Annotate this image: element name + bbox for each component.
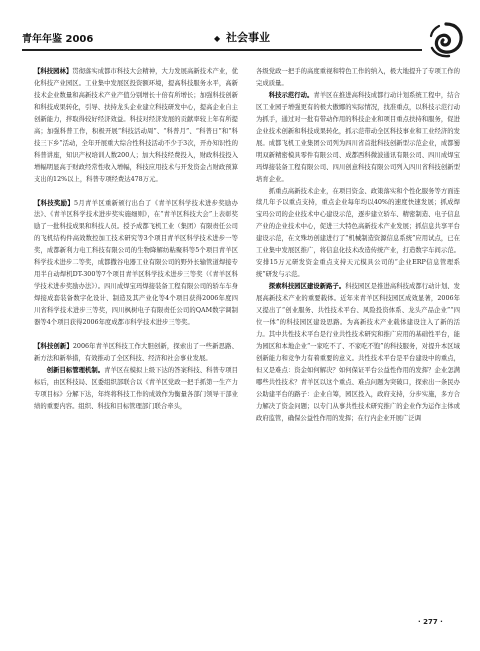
section-title-text: 社会事业 (226, 31, 270, 44)
paragraph-tech-awards (34, 198, 238, 329)
paragraph-text: 青羊区在推进高科技成都行动计划系统工程中，结合区工业园子增强更有的极大傲娜的实际情况，找准重点，以科技示范行动为抓手，通过对一批有带动作用的科技企业和项目重点扶持和服务，促进企业技术创新和科技成果转化，抓示范带动全区科技事业和工业经济的发展。成都飞机工业集团公司列为四川省首批科技创新型示范企业，成都蜀明双新精密模具零件有限公司、成都西科微波通讯有限公司、四川成焊宝玛焊接装备工程有限公司、四川创意科技有限公司列入四川省科技创新型培育企业。 (256, 91, 460, 183)
paragraph-text: 贯彻落实成都市科技大会精神，大力发展高新技术产业，优化科技产业园区。工业集中发展区投资额环境，提高科技服务水平，高新技术企业数量和高新技术产业产值分别增长十倍有所增长；加强科技创新和科技成果转化，引导、扶持龙头企业建立科技研发中心，提高企业自主创新能力，拌取得较好经济效益。科技对经济发展的贡献率较上年有所提高；加强科普工作，积极开展“科技活动周”、“科普月”、“科普日”和“科技三下乡”活动，全年开展重大综合性科技活动不少于3次，开办知识性的科普讲座，知识产权培训人数200人；加大科技经费投入，财政科技投入增幅明显高于财政经常性收入增幅，科技应用技术与开发资金占财政预算支出的12%以上，科普专项经费达478万元。 (34, 68, 238, 183)
paragraph-demonstration (256, 90, 460, 186)
subheading: 科技示范行动。 (268, 91, 314, 99)
running-header (22, 20, 458, 60)
section-title (212, 29, 270, 45)
page-number: · 277 · (418, 618, 443, 626)
paragraph-text: 科技园区是推进高科技成都行动计划、发展高新技术产业的重要载体。近年来青羊区科技园区成效显著，2006年又提出了“创业服务、共性技术平台、风险投资体系、龙头产品企业”“四位一体”的科技园区建设思路。为高新技术产业载体建设注入了新的活力。其中共性技术平台是行业共性技术研究和推广应用的基础性平台，能为园区和本地企业“一家吃不了、不家吃不饱”的科技服务，对提升本区域创新能力和竞争力有着重要的意义。共性技术平台是平台建设中的重点，但又是难点：资金如何解决？如何保证平台公益性作用的发挥？企业怎满哪些共性技术？青羊区以这个重点、难点问题为突破口，探索出一条民办公助建平台的路子：企业自筹，园区投入，政府支持，分步实施，多方合力解决了资金问题；以专门从事共性技术研究推广的企业作为运作主体或政府监管，确保公益性作用的发挥；在行内企业开展广泛调 (256, 283, 460, 422)
paragraph-text: 青羊区在模拟上级下达的答案科技、科普专项目标后，由区科技局、区委组织部联合以《青羊区党政一把手抓第一生产力专项目标》分解下达，年终将科技工作的成效作为衡量各部门领导干部业绩的重要内容。组织、科技和目标管理部门联合牵头， (34, 366, 238, 410)
paragraph-tech-parks (256, 281, 460, 424)
subheading: 探索科技园区建设新路子。 (268, 283, 346, 291)
left-column (34, 66, 238, 413)
entry-tag: 【科技创新】 (34, 343, 73, 351)
subheading: 创新目标管理机制。 (46, 366, 105, 374)
entry-tag: 【科技园林】 (34, 68, 73, 75)
paragraph-key-enterprises: 抓重点高新技术企业，在项目资金、政策落实和个性化服务等方面连续几年予以重点支持，重点企业每年均以40%的速度快速发展；抓成焊宝玛公司的企业技术中心建设示范，逐步建立轿车、精密制造、电子信息产业的企业技术中心，促进三大特色高新技术产业发展；抓信息共享平台建设示范，在文殊坊创建进行了“机械制造资源信息系统”应用试点，已在工业集中发展区推广，将信息化技术改造传统产业，打造数字车间示范。安排15万元研发资金重点支持天元模具公司的“企业ERP信息管理系统”研发与示范。 (256, 187, 460, 279)
paragraph-text: 2006年青羊区科技工作大胆创新，探索出了一些新思路、新方法和新举措，有效推动了全区科技、经济和社会事业发展。 (34, 343, 238, 362)
paragraph-target-management (34, 365, 238, 413)
paragraph-tech-innovation (34, 341, 238, 365)
yearbook-title: 青年年鉴 2006 (22, 34, 94, 45)
header-rule (22, 49, 422, 51)
paragraph-text: 5月青羊区重新颁行出台了《青羊区科学技术进步奖励办法》、《青羊区科学技术进步奖实施细则》，在“青羊区科技大会”上表彰奖励了一批科技成果和科技人员。授予成都飞机工业（集团）有限责任公司的飞机结构件高效数控加工技术研究等3个项目青羊区科学技术进步一等奖，成都新利力电工科技有限公司的生物降解纺粘聚料等5个项目青羊区科学技术进步二等奖，成都撒谷电器工业有限公司的野外长输管道焊接专用半自动焊机DT-300等7个项目青羊区科学技术进步三等奖（《青羊区科学技术进步奖励办法》）。四川成焊宝玛焊接装备工程有限公司的轿车车身焊接成套装备数字化设计、制造及其产业化等4个项目获得2006年度四川省科学技术进步三等奖，四川枫树电子有限责任公司的QAM数字调制器等4个项目获得2006年度成都市科学技术进步三等奖。 (34, 199, 238, 327)
diamond-icon: ◆ (214, 34, 221, 43)
right-column (256, 66, 460, 425)
paragraph-tech-gardens (34, 66, 238, 186)
paragraph-continued: 各级党政一把手的高度重视和特色工作的纳入，极大地提升了专项工作的完成质量。 (256, 68, 460, 87)
entry-tag: 【科技奖励】 (34, 199, 74, 207)
swirl-logo-icon (426, 20, 466, 60)
